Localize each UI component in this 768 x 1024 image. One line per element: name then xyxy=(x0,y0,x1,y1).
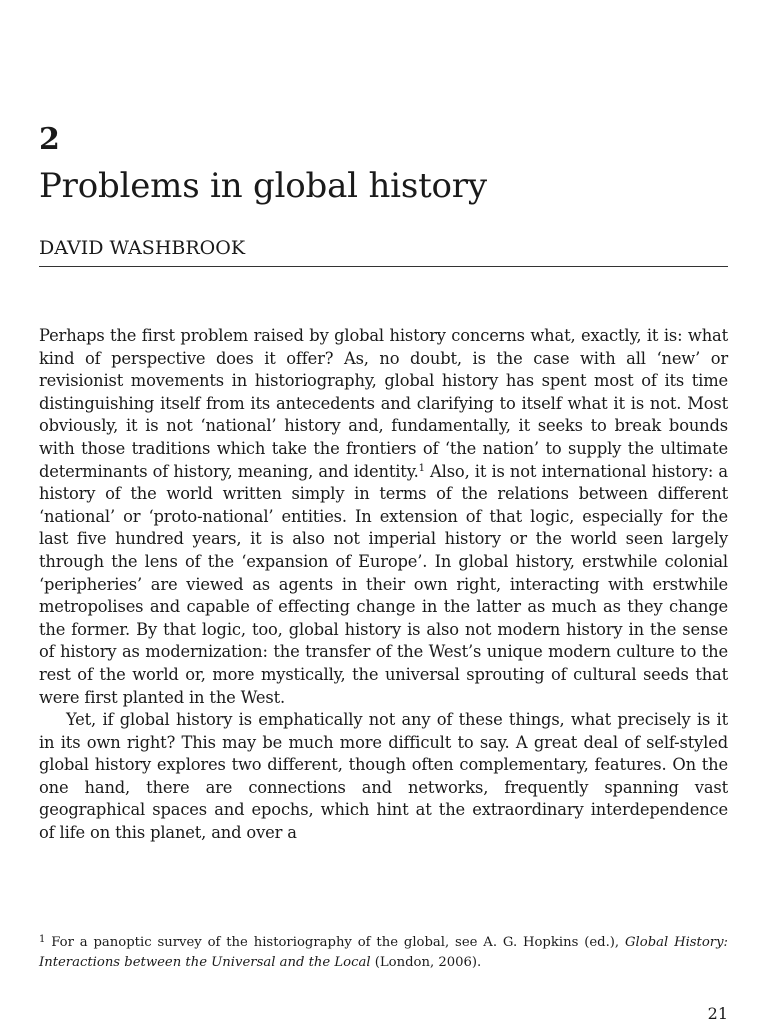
footnote-text-a: For a panoptic survey of the historiography of the global, see A. G. Hopkins (ed.), xyxy=(45,935,625,950)
chapter-author: DAVID WASHBROOK xyxy=(39,237,246,259)
footnote-text-b: (London, 2006). xyxy=(370,955,482,970)
footnote-ref-1[interactable]: 1 xyxy=(418,462,425,474)
body-text xyxy=(39,325,728,845)
page-number: 21 xyxy=(707,1004,728,1023)
footnote-book-title: Global History: Interactions between the Universal and the Local xyxy=(39,935,728,970)
paragraph-1-part-b: Also, it is not international history: a history of the world written simply in terms of the relations between different ‘national’ or ‘proto-national’ entities. In extension of that logic, especially for the last five hundred years, it is also not imperial history or the world seen largely through the lens of the ‘expansion of Europe’. In global history, erstwhile colonial ‘peripheries’ are viewed as agents in their own right, interacting with erstwhile metropolises and capable of effecting change in the latter as much as they change the former. By that logic, too, global history is also not modern history in the sense of history as modernization: the transfer of the West’s unique modern culture to the rest of the world or, more mystically, the universal sprouting of cultural seeds that were first planted in the West. xyxy=(39,461,728,707)
paragraph-2: Yet, if global history is emphatically not any of these things, what precisely is it in its own right? This may be much more difficult to say. A great deal of self-styled global history explores two different, though often complementary, features. On the one hand, there are connections and networks, frequently spanning vast geographical spaces and epochs, which hint at the extraordinary interdependence of life on this planet, and over a xyxy=(39,710,728,843)
footnote-1 xyxy=(39,933,728,973)
paragraph-1 xyxy=(39,325,728,709)
page xyxy=(39,0,728,1024)
title-rule xyxy=(39,266,728,267)
paragraph-1-part-a: Perhaps the first problem raised by global history concerns what, exactly, it is: what kind of perspective does it offer? As, no doubt, is the case with all ‘new’ or revisionist movements in historiography, global history has spent most of its time distinguishing itself from its antecedents and clarifying to itself what it is not. Most obviously, it is not ‘national’ history and, fundamentally, it seeks to break bounds with those traditions which take the frontiers of ‘the nation’ to supply the ultimate determinants of history, meaning, and identity. xyxy=(39,326,728,481)
footnote-mark: 1 xyxy=(39,934,46,945)
chapter-title: Problems in global history xyxy=(39,166,487,206)
chapter-number: 2 xyxy=(39,122,60,157)
